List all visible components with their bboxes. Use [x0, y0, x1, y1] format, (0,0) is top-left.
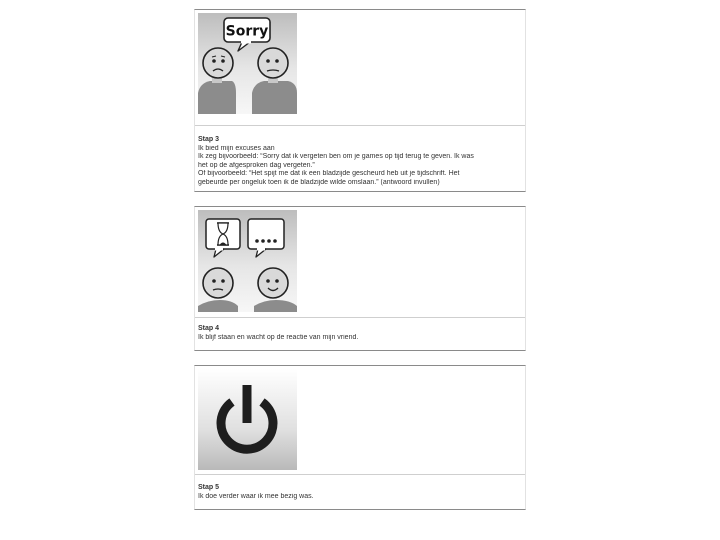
step-title: Stap 3: [198, 136, 220, 143]
step-line: Ik bied mijn excuses aan: [198, 144, 275, 152]
step-text: [198, 325, 521, 342]
step-card-5: [194, 365, 526, 510]
step-line: Of bijvoorbeeld: “Het spijt me dat ik een bladzijde gescheurd heb uit je tijdschrift. Het: [198, 170, 460, 178]
step-card-3: [194, 9, 526, 192]
apology-two-faces-icon: [198, 13, 297, 114]
waiting-illustration: [198, 210, 297, 312]
step-title: Stap 5: [198, 484, 220, 491]
step-line: het op de afgesproken dag vergeten.”: [198, 161, 315, 169]
step-text: [198, 484, 521, 501]
step-line: Ik blijf staan en wacht op de reactie van mijn vriend.: [198, 333, 359, 341]
bubble-text: Sorry: [225, 23, 269, 40]
power-illustration: [198, 369, 297, 470]
step-title: Stap 4: [198, 325, 220, 332]
card-divider: [195, 474, 525, 475]
step-line: Ik doe verder waar ik mee bezig was.: [198, 492, 314, 500]
waiting-hourglass-faces-icon: [198, 210, 297, 312]
card-divider: [195, 317, 525, 318]
step-line: Ik zeg bijvoorbeeld: “Sorry dat ik vergeten ben om je games op tijd terug te geven. Ik was: [198, 153, 474, 161]
card-divider: [195, 125, 525, 126]
step-line: gebeurde per ongeluk toen ik de bladzijde wilde omslaan.” (antwoord invullen): [198, 178, 440, 186]
power-icon: [198, 369, 297, 470]
step-text: [198, 136, 521, 188]
apology-illustration: [198, 13, 297, 114]
step-card-4: [194, 206, 526, 351]
